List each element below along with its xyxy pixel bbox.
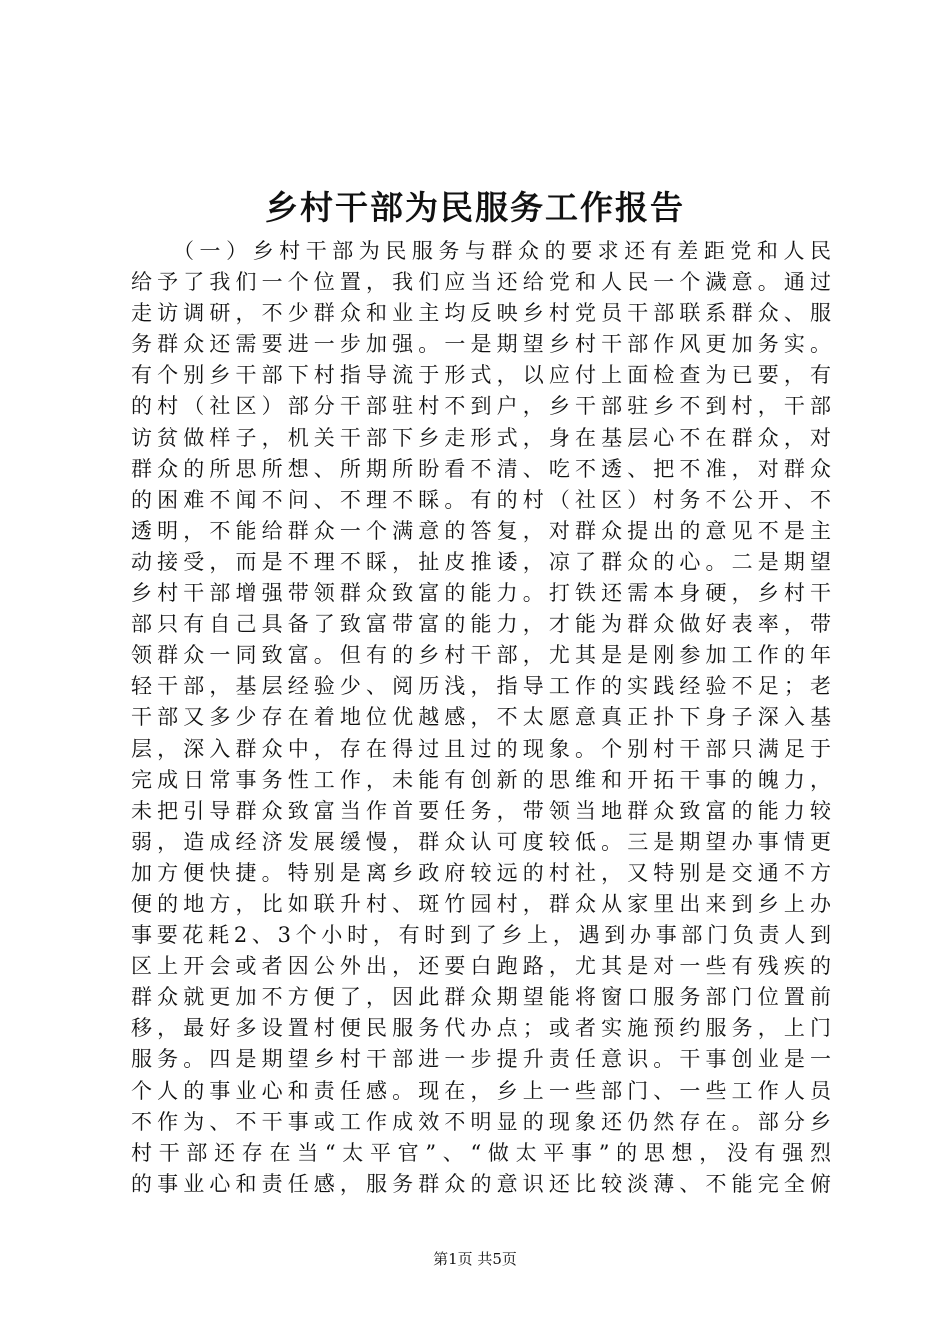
document-title: 乡村干部为民服务工作报告 — [265, 188, 685, 227]
paragraph-line: 加方便快捷。特别是离乡政府较远的村社，又特别是交通不方 — [131, 860, 831, 885]
paragraph-line: 轻干部，基层经验少、阅历浅，指导工作的实践经验不足；老 — [131, 674, 831, 699]
paragraph-line: 服务。四是期望乡村干部进一步提升责任意识。干事创业是一 — [131, 1047, 831, 1072]
paragraph-line: 领群众一同致富。但有的乡村干部，尤其是是刚参加工作的年 — [131, 643, 831, 668]
paragraph-line: 移，最好多设置村便民服务代办点；或者实施预约服务，上门 — [131, 1016, 831, 1041]
paragraph-line: （一）乡村干部为民服务与群众的要求还有差距党和人民 — [173, 239, 831, 263]
paragraph-line: 给予了我们一个位置，我们应当还给党和人民一个濊意。通过 — [131, 270, 831, 295]
paragraph-line: 事要花耗2、3个小时，有时到了乡上，遇到办事部门负责人到 — [131, 923, 831, 948]
paragraph-line: 走访调研，不少群众和业主均反映乡村党员干部联系群众、服 — [131, 301, 831, 326]
page-footer: 第1页 共5页 — [433, 1250, 517, 1268]
document-body — [131, 236, 831, 1200]
paragraph-line: 访贫做样子，机关干部下乡走形式，身在基层心不在群众，对 — [131, 425, 831, 450]
paragraph-line: 透明，不能给群众一个满意的答复，对群众提出的意见不是主 — [131, 518, 831, 543]
paragraph-line: 便的地方，比如联升村、斑竹园村，群众从家里出来到乡上办 — [131, 891, 831, 916]
paragraph-line: 完成日常事务性工作，未能有创新的思维和开拓干事的魄力， — [131, 767, 831, 792]
paragraph-line: 务群众还需要进一步加强。一是期望乡村干部作风更加务实。 — [131, 332, 831, 357]
paragraph-line: 村干部还存在当“太平官”、“做太平事”的思想，没有强烈 — [131, 1140, 831, 1165]
paragraph-line: 个人的事业心和责任感。现在，乡上一些部门、一些工作人员 — [131, 1078, 831, 1103]
paragraph-line: 部只有自己具备了致富带富的能力，才能为群众做好表率，带 — [131, 612, 831, 637]
paragraph-line: 有个别乡干部下村指导流于形式，以应付上面检查为已要，有 — [131, 363, 831, 388]
paragraph-line: 层，深入群众中，存在得过且过的现象。个别村干部只满足于 — [131, 736, 831, 761]
paragraph-line: 不作为、不干事或工作成效不明显的现象还仍然存在。部分乡 — [131, 1109, 831, 1134]
paragraph-line: 的事业心和责任感，服务群众的意识还比较淡薄、不能完全俯 — [131, 1171, 831, 1196]
paragraph-line: 动接受，而是不理不睬，扯皮推诿，凉了群众的心。二是期望 — [131, 549, 831, 574]
paragraph-line: 乡村干部增强带领群众致富的能力。打铁还需本身硬，乡村干 — [131, 581, 831, 606]
paragraph-line: 的村（社区）部分干部驻村不到户，乡干部驻乡不到村，干部 — [131, 394, 831, 419]
paragraph-line: 的困难不闻不问、不理不睬。有的村（社区）村务不公开、不 — [131, 487, 831, 512]
paragraph-line: 未把引导群众致富当作首要任务，带领当地群众致富的能力较 — [131, 798, 831, 823]
paragraph-line: 弱，造成经济发展缓慢，群众认可度较低。三是期望办事情更 — [131, 829, 831, 854]
paragraph-line: 群众就更加不方便了，因此群众期望能将窗口服务部门位置前 — [131, 985, 831, 1010]
paragraph-line: 群众的所思所想、所期所盼看不清、吃不透、把不准，对群众 — [131, 456, 831, 481]
paragraph-line: 区上开会或者因公外出，还要白跑路，尤其是对一些有残疾的 — [131, 954, 831, 979]
paragraph-line: 干部又多少存在着地位优越感，不太愿意真正扑下身子深入基 — [131, 705, 831, 730]
